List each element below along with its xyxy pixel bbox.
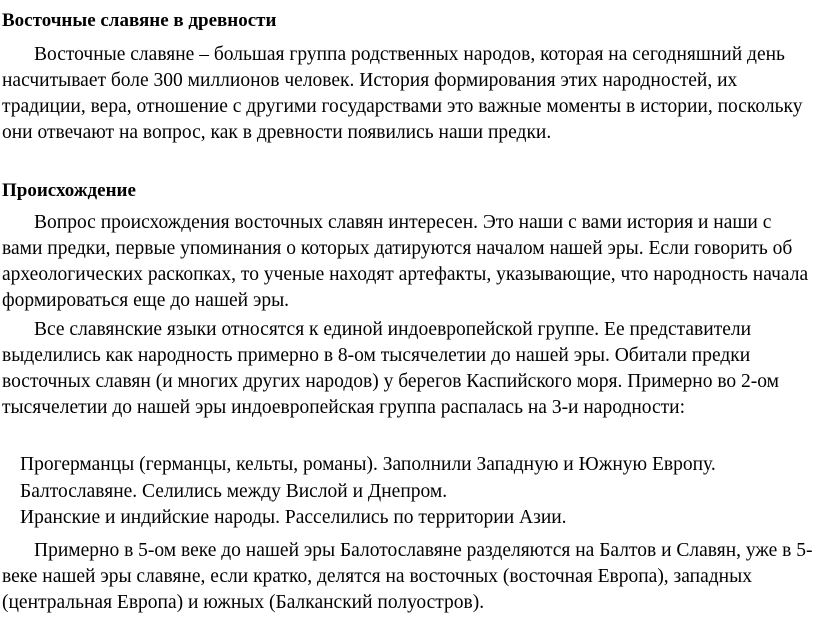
closing-paragraph: Примерно в 5-ом веке до нашей эры Балотославяне разделяются на Балтов и Славян, уже в 5- веке нашей эры славяне, если кратко, делятся на восточных (восточная Европа), западных (центральная Европа) и южных (Балканский полуостров).: [2, 540, 813, 613]
section-heading: Происхождение: [2, 180, 136, 201]
origin-paragraph: Вопрос происхождения восточных славян интересен. Это наши с вами история и наши с вами предки, первые упоминания о которых датируются началом нашей эры. Если говорить об археологических раскопках, то ученые находят артефакты, указывающие, что народность начала формироваться еще до нашей эры.: [2, 212, 809, 311]
list-item: Прогерманцы (германцы, кельты, романы). Заполнили Западную и Южную Европу.: [20, 454, 716, 475]
page-title: Восточные славяне в древности: [2, 10, 277, 31]
peoples-list: [20, 452, 814, 532]
intro-paragraph: Восточные славяне – большая группа родственных народов, которая на сегодняшний день насчитывает боле 300 миллионов человек. История формирования этих народностей, их традиции, вера, отношение с другими государствами это важные моменты в истории, поскольку они отвечают на вопрос, как в древности появились наши предки.: [2, 44, 803, 143]
languages-paragraph: Все славянские языки относятся к единой индоевропейской группе. Ее представители выделились как народность примерно в 8-ом тысячелетии до нашей эры. Обитали предки восточных славян (и многих других народов) у берегов Каспийского моря. Примерно во 2-ом тысячелетии до нашей эры индоевропейская группа распалась на 3-и народности:: [2, 319, 779, 418]
list-item: Иранские и индийские народы. Расселились по территории Азии.: [20, 507, 567, 528]
list-item: Балтославяне. Селились между Вислой и Днепром.: [20, 480, 448, 502]
